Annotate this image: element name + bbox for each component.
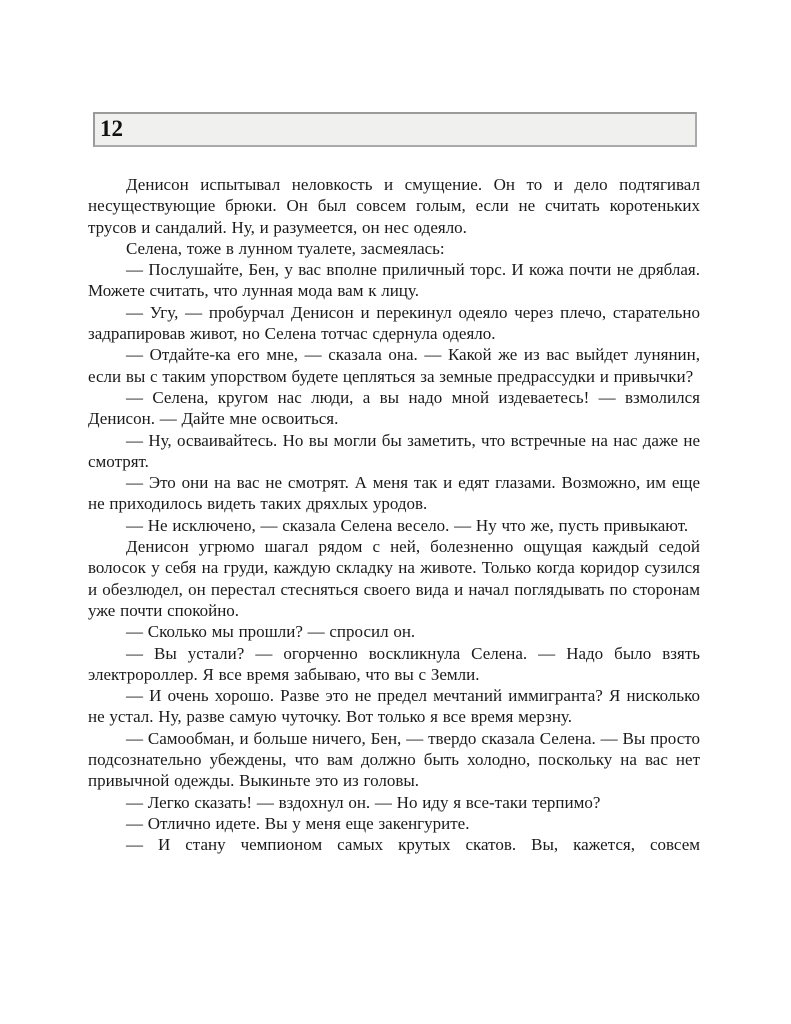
page-content (88, 112, 700, 856)
chapter-number: 12 (100, 116, 123, 141)
paragraph: — Это они на вас не смотрят. А меня так и едят глазами. Возможно, им еще не приходилось видеть таких дряхлых уродов. (88, 473, 700, 514)
body-text (88, 174, 700, 856)
paragraph: — Вы устали? — огорченно воскликнула Селена. — Надо было взять электророллер. Я все время забываю, что вы с Земли. (88, 643, 700, 684)
paragraph: — Сколько мы прошли? — спросил он. (126, 622, 416, 642)
paragraph: — Угу, — пробурчал Денисон и перекинул одеяло через плечо, старательно задрапировав живот, но Селена тотчас сдернула одеяло. (88, 302, 700, 344)
paragraph: — Самообман, и больше ничего, Бен, — твердо сказала Селена. — Вы просто подсознательно убеждены, что вам должно быть холодно, поскольку на вас нет привычной одежды. Выкиньте это из головы. (88, 728, 700, 791)
paragraph: — Не исключено, — сказала Селена весело. — Ну что же, пусть привыкают. (126, 515, 689, 535)
paragraph: — Легко сказать! — вздохнул он. — Но иду я все-таки терпимо? (126, 792, 601, 812)
chapter-heading (93, 112, 697, 147)
paragraph: — Селена, кругом нас люди, а вы надо мной издеваетесь! — взмолился Денисон. — Дайте мне освоиться. (88, 387, 700, 429)
paragraph: — Ну, осваивайтесь. Но вы могли бы заметить, что встречные на нас даже не смотрят. (88, 430, 700, 471)
paragraph: Денисон испытывал неловкость и смущение. Он то и дело подтягивал несуществующие брюки. Он был совсем голым, если не считать коротеньких трусов и сандалий. Ну, и разумеется, он нес одеяло. (88, 175, 700, 237)
paragraph: Селена, тоже в лунном туалете, засмеялась: (126, 238, 445, 258)
paragraph: — И стану чемпионом самых крутых скатов. Вы, кажется, совсем (126, 835, 700, 855)
paragraph: — Отлично идете. Вы у меня еще закенгурите. (126, 813, 470, 833)
paragraph: — И очень хорошо. Разве это не предел мечтаний иммигранта? Я нисколько не устал. Ну, разве самую чуточку. Вот только я все время мерзну. (88, 686, 700, 727)
paragraph: Денисон угрюмо шагал рядом с ней, болезненно ощущая каждый седой волосок у себя на груди, каждую складку на животе. Только когда коридор сузился и обезлюдел, он перестал стесняться своего вида и начал поглядывать по сторонам уже почти спокойно. (88, 537, 700, 620)
paragraph: — Послушайте, Бен, у вас вполне приличный торс. И кожа почти не дряблая. Можете считать, что лунная мода вам к лицу. (88, 260, 700, 301)
paragraph: — Отдайте-ка его мне, — сказала она. — Какой же из вас выйдет лунянин, если вы с таким упорством будете цепляться за земные предрассудки и привычки? (88, 345, 700, 386)
